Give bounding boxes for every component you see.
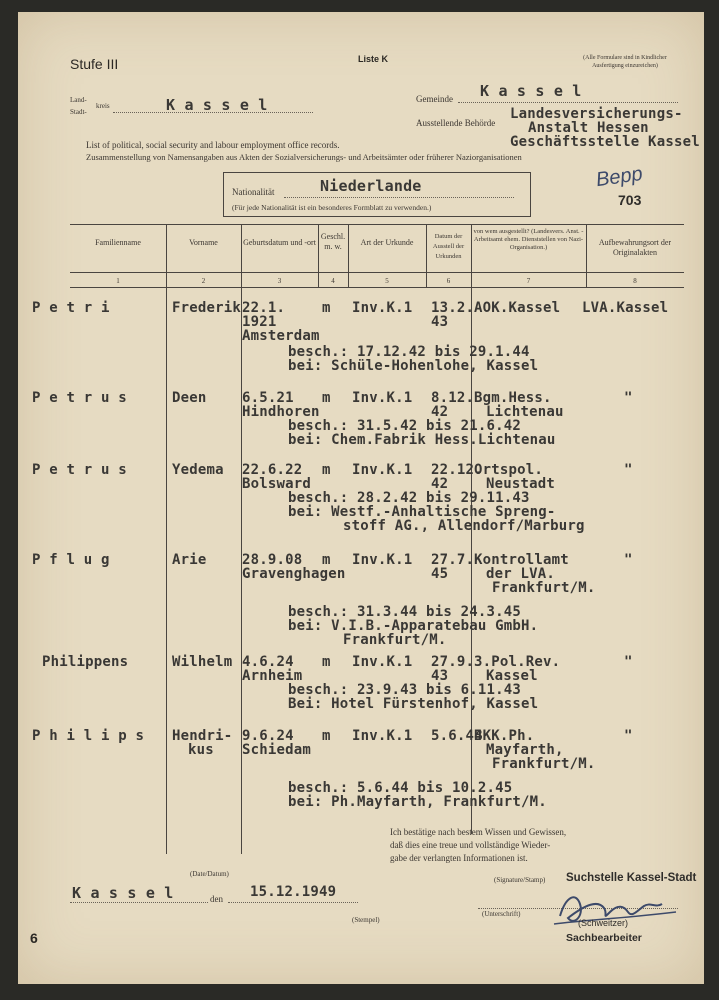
issued-by: Bgm.Hess. (474, 390, 552, 406)
family-name: P e t r i (32, 300, 110, 316)
kreis-label: kreis (96, 102, 110, 110)
behoerde-line3: Geschäftsstelle Kassel (510, 134, 700, 150)
employment-period: besch.: 23.9.43 bis 6.11.43 (288, 682, 521, 698)
column-number-7: 7 (526, 277, 531, 285)
document-type: Inv.K.1 (352, 462, 413, 478)
column-header-1: Familienname (95, 238, 141, 247)
issue-date-cont: 43 (431, 314, 449, 330)
family-name: Philippens (42, 654, 129, 670)
birth-line-2: Hindhoren (242, 404, 320, 420)
document-type: Inv.K.1 (352, 552, 413, 568)
issued-by: Ortspol. (474, 462, 544, 478)
signature-stamp-label: (Signature/Stamp) (494, 876, 546, 884)
column-header-5: Art der Urkunde (360, 238, 414, 247)
archive-location: " (624, 552, 633, 568)
birth-date: 4.6.24 (242, 654, 294, 670)
behoerde-line1: Landesversicherungs- (510, 106, 683, 122)
first-name: Deen (172, 390, 207, 406)
employer-cont: stoff AG., Allendorf/Marburg (343, 518, 585, 534)
employment-period: besch.: 31.3.44 bis 24.3.45 (288, 604, 521, 620)
birth-date: 6.5.21 (242, 390, 294, 406)
employment-period: besch.: 17.12.42 bis 29.1.44 (288, 344, 530, 360)
first-name: Hendri- (172, 728, 233, 744)
issued-by-cont: Kassel (486, 668, 538, 684)
column-number-4: 4 (331, 277, 335, 285)
issue-date: 27.9. (431, 654, 475, 670)
confirmation-line-3: gabe der verlangten Informationen ist. (390, 853, 528, 863)
list-description-en: List of political, social security and labour employment office records. (86, 140, 340, 150)
office-stamp: Suchstelle Kassel-Stadt (566, 872, 697, 884)
employment-period: besch.: 28.2.42 bis 29.11.43 (288, 490, 530, 506)
issued-by-cont: Mayfarth, (486, 742, 564, 758)
sex: m (322, 552, 331, 568)
first-name: Arie (172, 552, 207, 568)
behoerde-line2: Anstalt Hessen (528, 120, 649, 136)
archive-location: " (624, 728, 633, 744)
behoerde-label: Ausstellende Behörde (416, 118, 496, 128)
column-number-2: 2 (201, 277, 206, 285)
column-header-3: Geburtsdatum und -ort (243, 238, 316, 247)
birth-line-2: 1921 (242, 314, 277, 330)
issue-date: 13.2. (431, 300, 475, 316)
employer: Bei: Hotel Fürstenhof, Kassel (288, 696, 539, 712)
issue-date-cont: 43 (431, 668, 449, 684)
table-top-border (70, 224, 684, 225)
employer-cont: Frankfurt/M. (343, 632, 447, 648)
place-line (70, 902, 208, 903)
nationality-box (223, 172, 531, 217)
issued-by-cont: Lichtenau (486, 404, 564, 420)
confirmation-line-2: daß dies eine treue und vollständige Wieder- (390, 840, 551, 850)
employer: bei: V.I.B.-Apparatebau GmbH. (288, 618, 539, 634)
issue-date: 22.12. (431, 462, 483, 478)
employer: bei: Ph.Mayfarth, Frankfurt/M. (288, 794, 547, 810)
first-name-cont: kus (188, 742, 214, 758)
employment-period: besch.: 31.5.42 bis 21.6.42 (288, 418, 521, 434)
first-name: Wilhelm (172, 654, 233, 670)
birth-line-2: Gravenghagen (242, 566, 346, 582)
column-header-6: Datum der Ausstell der Urkunden (432, 233, 465, 260)
liste-label: Liste K (358, 54, 389, 64)
sex: m (322, 654, 331, 670)
issue-date: 8.12. (431, 390, 475, 406)
gemeinde-value: K a s s e l (480, 82, 582, 100)
birth-line-2: Bolsward (242, 476, 312, 492)
employment-period: besch.: 5.6.44 bis 10.2.45 (288, 780, 513, 796)
issue-date: 27.7. (431, 552, 475, 568)
birth-line-3: Amsterdam (242, 328, 320, 344)
employer: bei: Schüle-Hohenlohe, Kassel (288, 358, 539, 374)
birth-line-2: Arnheim (242, 668, 303, 684)
gemeinde-line (458, 102, 678, 103)
kreis-line (113, 112, 313, 113)
issue-date-cont: 42 (431, 404, 449, 420)
page-number: 6 (30, 930, 38, 946)
place-value: K a s s e l (72, 884, 174, 902)
nationality-label: Nationalität (232, 187, 275, 197)
nationality-note: (Für jede Nationalität ist ein besonderes Formblatt zu verwenden.) (232, 203, 432, 212)
issued-by: Kontrollamt (474, 552, 569, 568)
date-value: 15.12.1949 (250, 884, 337, 900)
kreis-value: K a s s e l (166, 96, 268, 114)
family-name: P e t r u s (32, 390, 127, 406)
issue-date-cont: 42 (431, 476, 449, 492)
column-number-8: 8 (633, 277, 637, 285)
issued-by-cont: der LVA. (486, 566, 556, 582)
issued-by-cont: Neustadt (486, 476, 556, 492)
document-type: Inv.K.1 (352, 728, 413, 744)
birth-date: 28.9.08 (242, 552, 303, 568)
family-name: P e t r u s (32, 462, 127, 478)
first-name: Yedema (172, 462, 224, 478)
birth-date: 9.6.24 (242, 728, 294, 744)
date-line (228, 902, 358, 903)
employer: bei: Chem.Fabrik Hess.Lichtenau (288, 432, 556, 448)
document-type: Inv.K.1 (352, 300, 413, 316)
issued-by: 3.Pol.Rev. (474, 654, 561, 670)
column-number-5: 5 (385, 277, 389, 285)
issued-by: BKK.Ph. (474, 728, 535, 744)
sex: m (322, 728, 331, 744)
issue-date: 5.6.44 (431, 728, 483, 744)
archive-location: " (624, 390, 633, 406)
signer-role: Sachbearbeiter (566, 932, 642, 944)
family-name: P f l u g (32, 552, 110, 568)
date-label: (Date/Datum) (190, 870, 229, 878)
issue-date-cont: 45 (431, 566, 449, 582)
signer-name: (Schweitzer) (578, 918, 629, 928)
column-number-6: 6 (446, 277, 451, 285)
forms-note: (Alle Formulare sind in Kindlicher Ausfertigung einzureichen) (583, 55, 667, 69)
table-header-bottom (70, 272, 684, 273)
issued-by: AOK.Kassel (474, 300, 561, 316)
column-header-8: Aufbewahrungsort der Originalakten (598, 238, 672, 257)
gemeinde-label: Gemeinde (416, 94, 453, 104)
den-label: den (210, 894, 223, 904)
first-name: Frederik (172, 300, 242, 316)
issued-by-cont-2: Frankfurt/M. (492, 756, 596, 772)
sex: m (322, 390, 331, 406)
birth-date: 22.6.22 (242, 462, 303, 478)
issued-by-cont-2: Frankfurt/M. (492, 580, 596, 596)
family-name: P h i l i p s (32, 728, 145, 744)
nationality-line (284, 197, 514, 198)
stufe-label: Stufe III (70, 56, 119, 72)
col-divider-1 (166, 224, 167, 854)
column-number-3: 3 (277, 277, 282, 285)
column-header-7: von wem ausgestellt? (Landesvers. Anst. - Arbeitsamt ehem. Dienststellen von Nazi-Organisation.) (473, 228, 584, 251)
birth-line-2: Schiedam (242, 742, 312, 758)
list-description-de: Zusammenstellung von Namensangaben aus Akten der Sozialversicherungs- und Arbeitsämter oder früherer Naziorganisationen (86, 152, 522, 162)
stadt-label: Stadt- (70, 108, 87, 116)
confirmation-line-1: Ich bestätige nach bestem Wissen und Gewissen, (390, 827, 567, 837)
sex: m (322, 462, 331, 478)
employer: bei: Westf.-Anhaltische Spreng- (288, 504, 556, 520)
document-type: Inv.K.1 (352, 654, 413, 670)
archive-location: " (624, 462, 633, 478)
handwritten-initials: Bepp (594, 162, 644, 192)
table-number-row-bottom (70, 287, 684, 288)
archive-location: LVA.Kassel (582, 300, 669, 316)
sex: m (322, 300, 331, 316)
land-label: Land- (70, 96, 87, 104)
handwritten-number: 703 (618, 192, 642, 208)
nationality-value: Niederlande (320, 177, 422, 195)
unterschrift-label: (Unterschrift) (482, 910, 521, 918)
archive-location: " (624, 654, 633, 670)
stempel-label: (Stempel) (352, 916, 380, 924)
document-sheet (18, 12, 704, 984)
column-header-4: Geschl. m. w. (320, 232, 346, 251)
document-type: Inv.K.1 (352, 390, 413, 406)
column-header-2: Vorname (189, 238, 218, 247)
birth-date: 22.1. (242, 300, 286, 316)
column-number-1: 1 (116, 277, 120, 285)
